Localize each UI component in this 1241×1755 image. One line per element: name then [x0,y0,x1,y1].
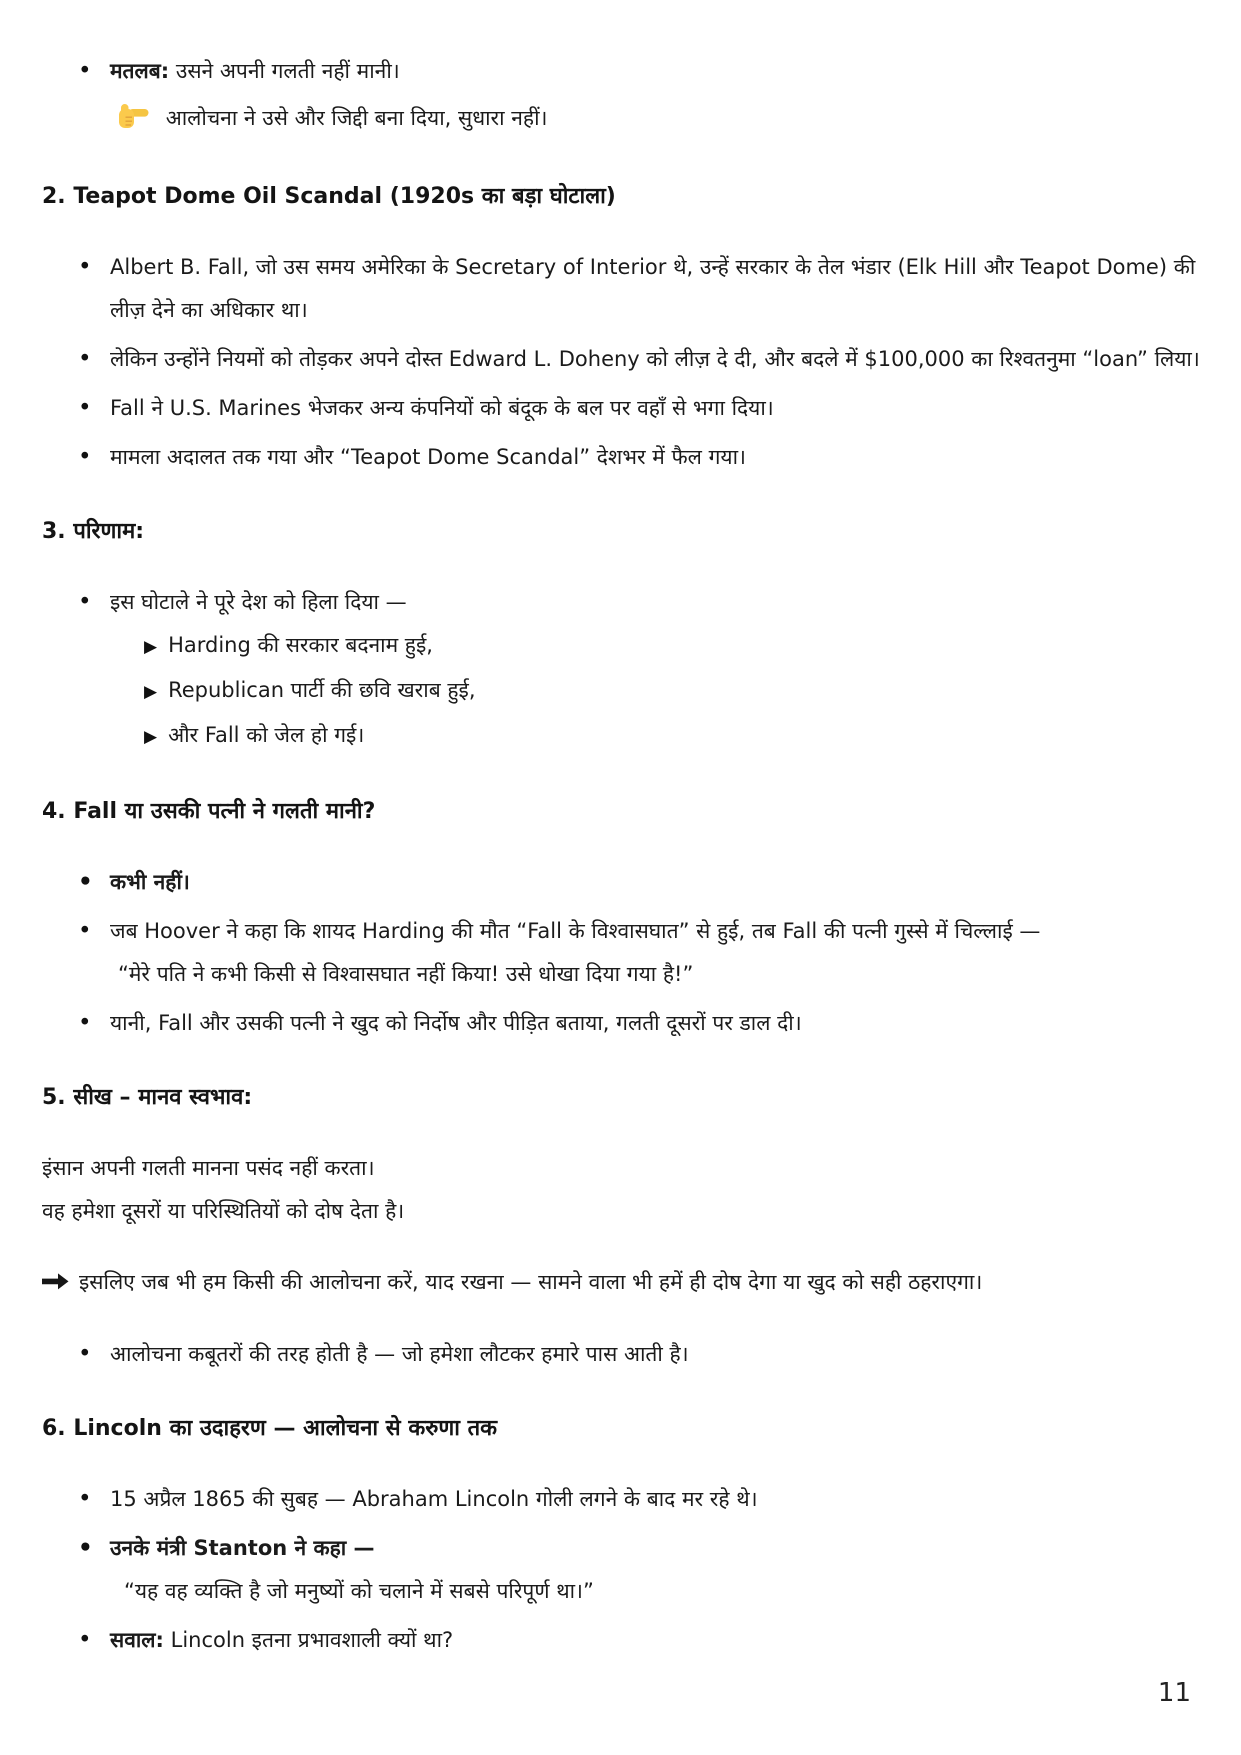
bullet-text: उसने अपनी गलती नहीं मानी। [169,59,400,83]
subpoint-text: और Fall को जेल हो गई। [168,723,365,747]
section-5-heading: 5. सीख – मानव स्वभाव: [42,1085,253,1110]
arrowhead-icon: ▶ [144,682,158,702]
list-item [42,50,1205,93]
subpoint [144,669,1205,714]
subpoint [144,624,1205,669]
inference-line [42,1261,1205,1305]
pointer-note [118,97,1205,144]
quote-text: “यह वह व्यक्ति है जो मनुष्यों को चलाने में सबसे परिपूर्ण था।” [124,1579,594,1603]
list-item [42,581,1205,759]
section-6-heading: 6. Lincoln का उदाहरण — आलोचना से करुणा तक [42,1416,498,1441]
list-item: • यानी, Fall और उसकी पत्नी ने खुद को निर्दोष और पीड़ित बताया, गलती दूसरों पर डाल दी। [42,1002,1205,1045]
list-item: • लेकिन उन्होंने नियमों को तोड़कर अपने दोस्त Edward L. Doheny को लीज़ दे दी, और बदले में $100,000 का रिश्वतनुमा “loan” लिया। [42,338,1205,381]
bullet-text: इस घोटाले ने पूरे देश को हिला दिया — [110,590,407,614]
list-item: • Fall ने U.S. Marines भेजकर अन्य कंपनियों को बंदूक के बल पर वहाँ से भगा दिया। [42,387,1205,430]
bullet-text: जब Hoover ने कहा कि शायद Harding की मौत “Fall के विश्वासघात” से हुई, तब Fall की पत्नी गुस्से में चिल्लाई — [110,919,1041,943]
section-2-list [42,246,1205,479]
subpoint-text: Republican पार्टी की छवि खराब हुई, [168,678,476,702]
intro-list [42,50,1205,93]
bullet-text: Lincoln इतना प्रभावशाली क्यों था? [163,1628,454,1652]
pointing-right-hand-icon [118,101,149,144]
paragraph: इंसान अपनी गलती मानना पसंद नहीं करता। [42,1156,375,1180]
list-item: • मामला अदालत तक गया और “Teapot Dome Scandal” देशभर में फैल गया। [42,436,1205,479]
list-item [42,1619,1205,1662]
subpoint-text: Harding की सरकार बदनाम हुई, [168,633,433,657]
bullet-lead-bold: सवाल: [110,1628,164,1652]
page-number: 11 [1157,1678,1191,1708]
bold-right-arrow-icon [42,1262,69,1305]
section-3-list [42,581,1205,759]
list-item: • 15 अप्रैल 1865 की सुबह — Abraham Lincoln गोली लगने के बाद मर रहे थे। [42,1478,1205,1521]
inference-text: इसलिए जब भी हम किसी की आलोचना करें, याद रखना — सामने वाला भी हमें ही दोष देगा या खुद को सही ठहराएगा। [79,1270,983,1294]
section-5-list [42,1333,1205,1376]
list-item [42,910,1205,996]
subpoint [144,714,1205,759]
list-item: • कभी नहीं। [42,861,1205,904]
section-4-list [42,861,1205,1045]
bullet-text: उनके मंत्री Stanton ने कहा — [110,1536,375,1560]
bullet-lead-bold: मतलब: [110,59,170,83]
section-6-list [42,1478,1205,1662]
list-item: • Albert B. Fall, जो उस समय अमेरिका के Secretary of Interior थे, उन्हें सरकार के तेल भंडार (Elk Hill और Teapot Dome) की लीज़ देने का अधिकार था। [42,246,1205,332]
section-2-heading: 2. Teapot Dome Oil Scandal (1920s का बड़ा घोटाला) [42,184,616,209]
list-item: • आलोचना कबूतरों की तरह होती है — जो हमेशा लौटकर हमारे पास आती है। [42,1333,1205,1376]
arrowhead-icon: ▶ [144,727,158,747]
section-3-heading: 3. परिणाम: [42,519,145,544]
paragraph: वह हमेशा दूसरों या परिस्थितियों को दोष देता है। [42,1199,405,1223]
list-item [42,1527,1205,1613]
quote-text: “मेरे पति ने कभी किसी से विश्वासघात नहीं किया! उसे धोखा दिया गया है!” [118,962,694,986]
arrowhead-icon: ▶ [144,637,158,657]
section-4-heading: 4. Fall या उसकी पत्नी ने गलती मानी? [42,799,376,824]
pointer-text: आलोचना ने उसे और जिद्दी बना दिया, सुधारा नहीं। [165,106,548,130]
